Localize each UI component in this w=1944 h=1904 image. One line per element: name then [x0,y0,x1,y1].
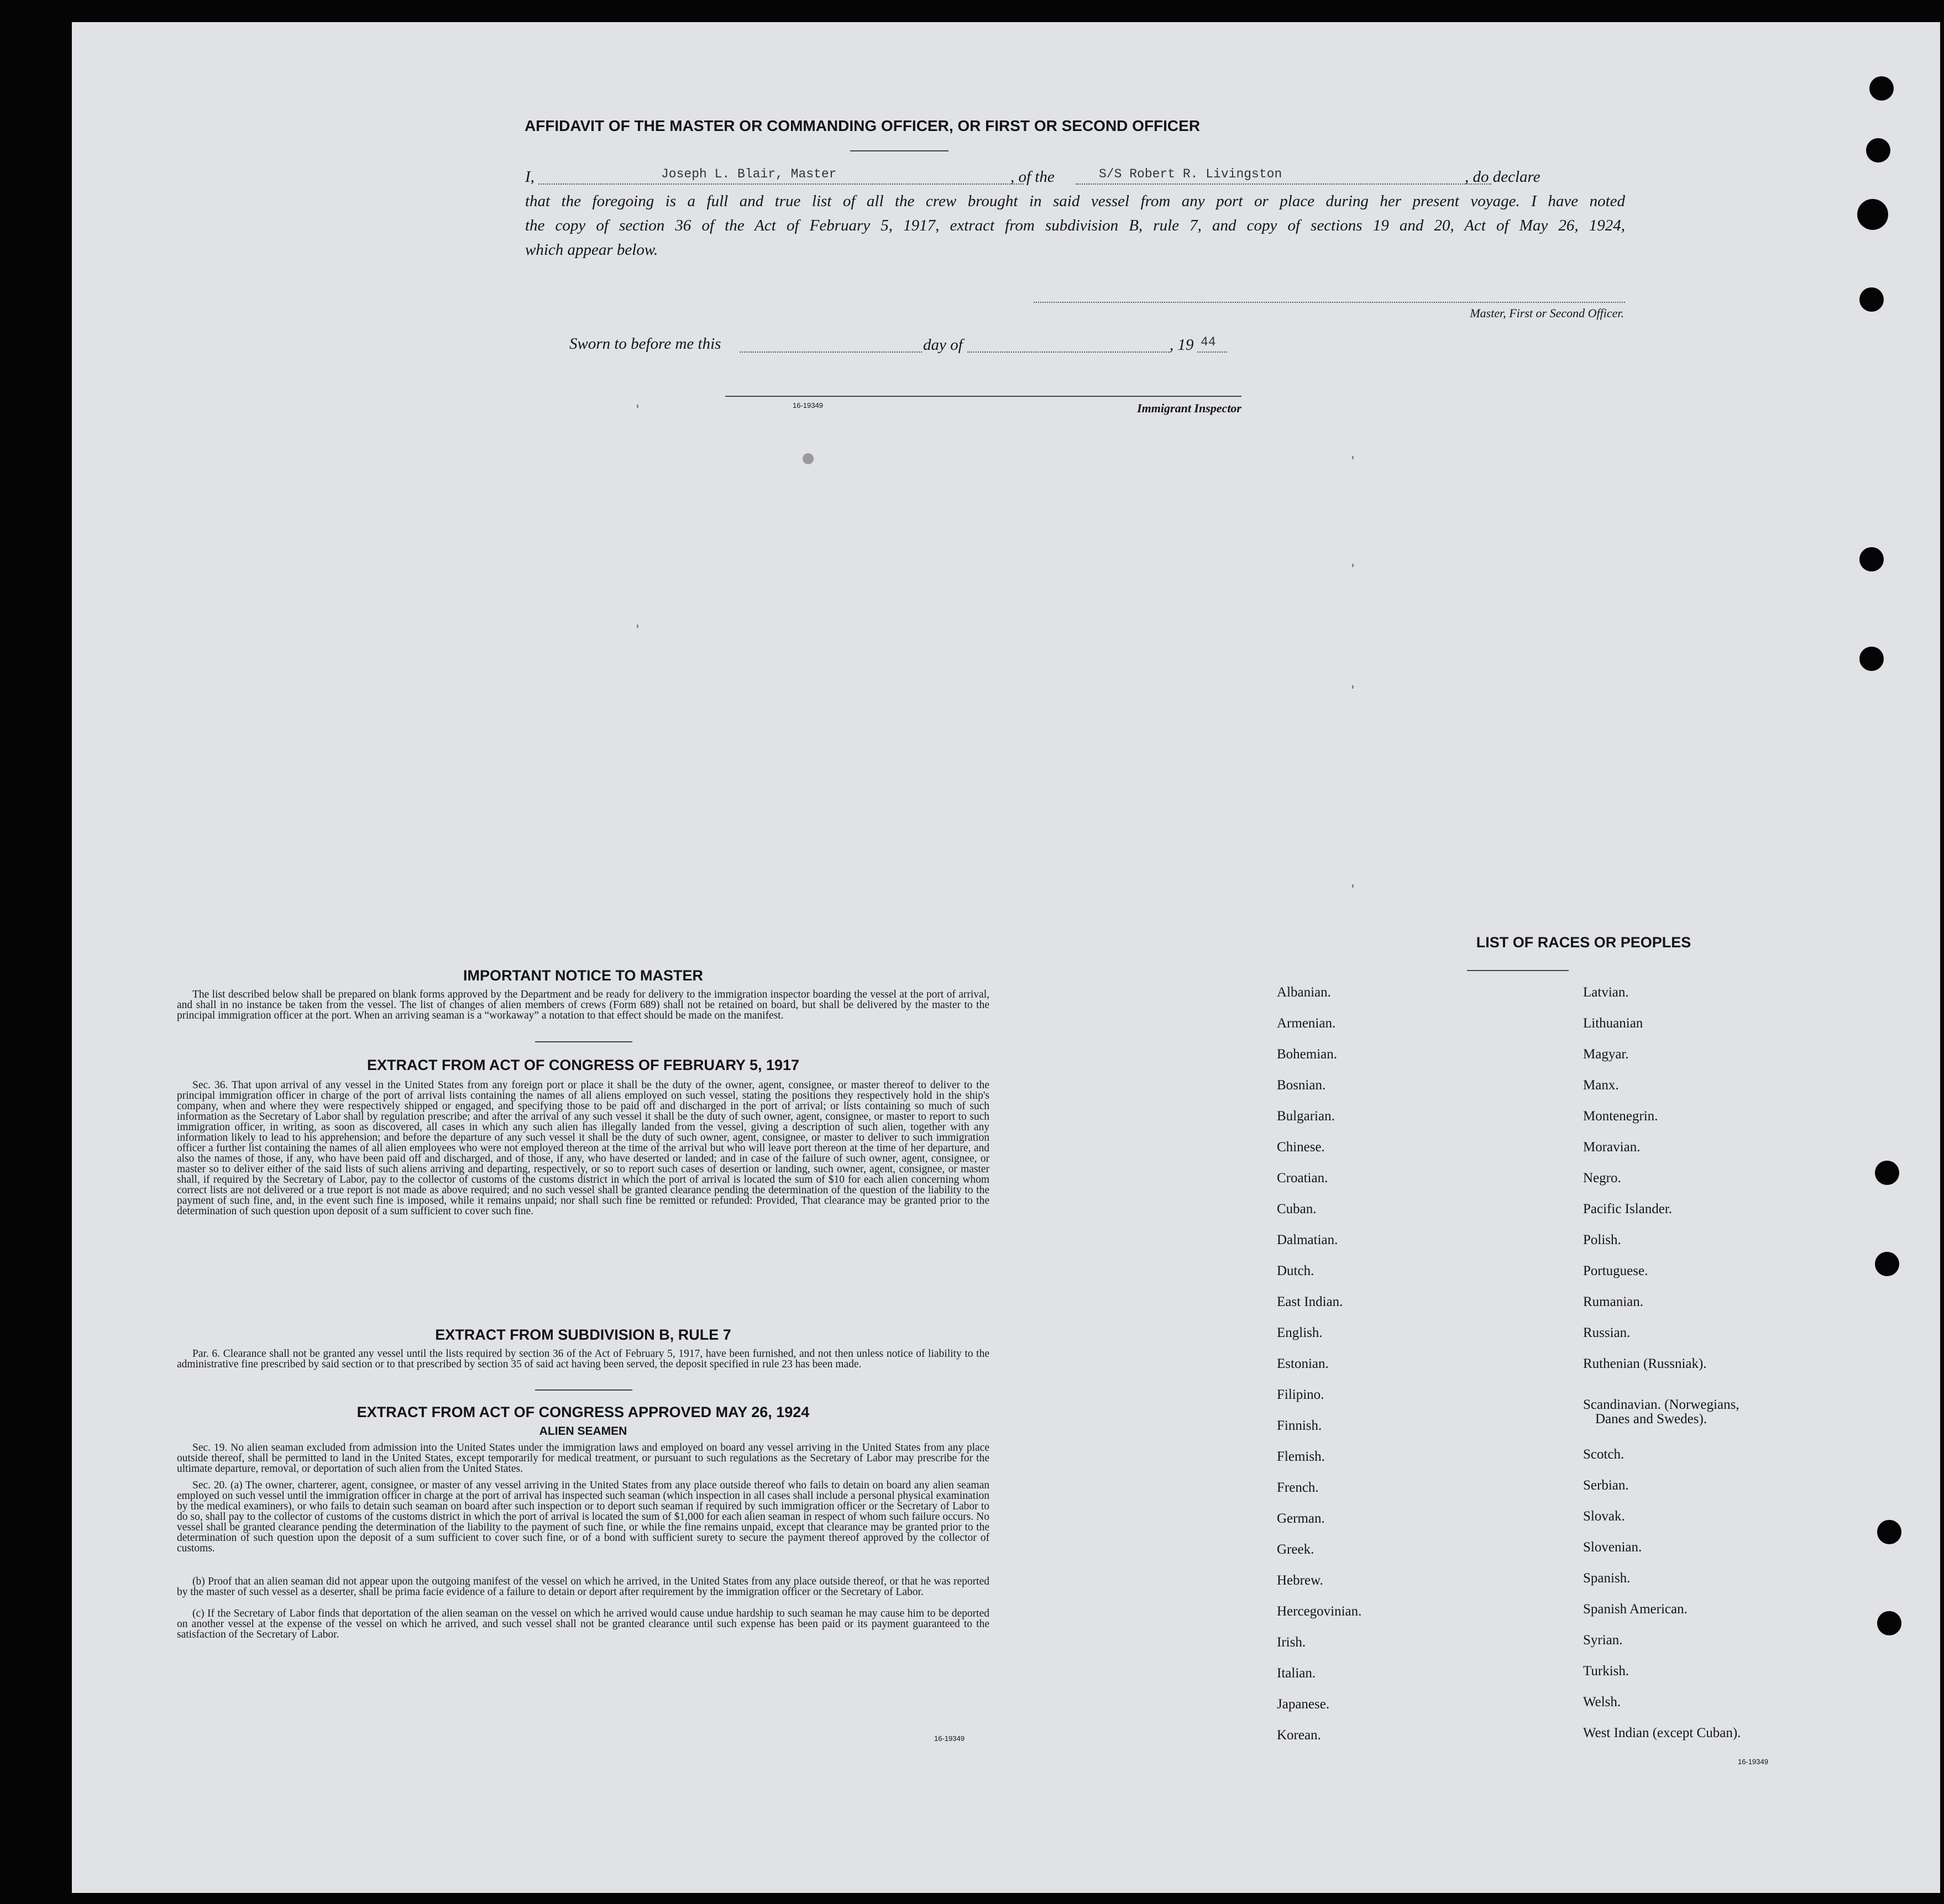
race-item: Filipino. [1277,1387,1324,1402]
race-item: Italian. [1277,1666,1316,1681]
race-item: Welsh. [1583,1695,1621,1709]
races-rule [1467,970,1569,971]
notice-body: The list described below shall be prepared on blank forms approved by the Department and be ready for delivery to the immigration inspector boarding the vessel at the port of arrival, and shall in no instance be taken from the vessel. The list of changes of alien members of crews (Form 689) shall not be retained on board, but shall be delivered by the master to the principal immigration officer at the port. When an arriving seaman is a “workaway” a notation to that effect should be made on the manifest. [177,989,989,1021]
extract-1924-sec20b: (b) Proof that an alien seaman did not appear upon the outgoing manifest of the vessel on which he arrived, in the United States from any place outside thereof, or that he was reported by the master of such vessel as a deserter, shall be prima facie evidence of a failure to detain or deport after requirement by the immigration officer or the Secretary of Labor. [177,1576,989,1598]
race-item: Bohemian. [1277,1047,1338,1062]
master-name-field[interactable]: Joseph L. Blair, Master [661,167,837,181]
race-item: Slovenian. [1583,1540,1642,1555]
affidavit-i-label: I, [525,168,535,186]
races-form-number: 16-19349 [1738,1758,1768,1766]
punch-hole [1875,1161,1899,1185]
race-item: Greek. [1277,1542,1314,1557]
race-item: Ruthenian (Russniak). [1583,1356,1707,1371]
race-item: Flemish. [1277,1449,1325,1464]
race-item: Japanese. [1277,1697,1330,1712]
fold-mark [637,405,638,408]
affidavit-form-number: 16-19349 [793,401,823,410]
race-item: Hercegovinian. [1277,1604,1362,1619]
punch-hole [1875,1252,1899,1276]
race-item: Irish. [1277,1635,1306,1650]
signature-caption: Master, First or Second Officer. [1470,306,1624,320]
race-item: Spanish. [1583,1571,1631,1586]
extract-1917-body: Sec. 36. That upon arrival of any vessel in the United States from any foreign port or place it shall be the duty of the owner, agent, consignee, or master thereof to deliver to the principal immigration officer in charge of the port of arrival lists containing the names of all aliens employed on such vessel, stating the positions they respectively hold in the ship's company, when and where they were respectively shipped or engaged, and specifying those to be paid off and discharged in the port of arrival; or lists containing so much of such information as the Secretary of Labor shall by regulation prescribe; and after the arrival of any such vessel it shall be the duty of such owner, agent, consignee, or master to report to such immigration officer, in writing, as soon as discovered, all cases in which any such alien has illegally landed from the vessel, giving a description of such alien, together with any information likely to lead to his apprehension; and before the departure of any such vessel it shall be the duty of such owner, agent, consignee, or master to deliver to such immigration officer a further list containing the names of all alien employees who were not employed thereon at the time of the arrival but who will leave port thereon at the time of her departure, and also the names of those, if any, who have been paid off and discharged, and of those, if any, who have deserted or landed; and in case of the failure of such owner, agent, consignee, or master so to deliver either of the said lists of such aliens arriving and departing, respectively, or so to report such cases of desertion or landing, such owner, agent, consignee, or master shall, if required by the Secretary of Labor, pay to the collector of customs of the customs district in which the port of arrival is located the sum of $10 for each alien concerning whom correct lists are not delivered or a true report is not made as above required; and no such vessel shall be granted clearance pending the determination of the question of the liability to the payment of such fine, and, in the event such fine is imposed, while it remains unpaid; nor shall such fine be remitted or refunded: Provided, That clearance may be granted prior to the determination of such question upon deposit of a sum sufficient to cover such fine. [177,1079,989,1217]
fold-mark [1352,884,1354,888]
fold-mark [1352,456,1354,459]
race-item: Serbian. [1583,1478,1629,1493]
signature-line[interactable] [1034,302,1625,303]
race-item: Korean. [1277,1728,1321,1743]
race-item: Croatian. [1277,1171,1328,1186]
race-item: Slovak. [1583,1509,1625,1524]
race-item: Lithuanian [1583,1016,1643,1031]
race-item: German. [1277,1511,1325,1526]
race-item: Polish. [1583,1232,1621,1247]
year-line [1197,352,1227,353]
extract-1924-subtitle: ALIEN SEAMEN [539,1425,627,1438]
race-item: Pacific Islander. [1583,1202,1673,1216]
notice-title: IMPORTANT NOTICE TO MASTER [463,967,703,984]
sworn-day-line[interactable] [740,352,922,353]
race-item: Syrian. [1583,1633,1623,1648]
day-of-label: day of [923,336,963,354]
race-item: Russian. [1583,1325,1631,1340]
race-item: Rumanian. [1583,1294,1644,1309]
punch-hole [1877,1520,1901,1544]
race-item: Spanish American. [1583,1602,1688,1617]
section-rule [535,1389,632,1391]
extract-1917-title: EXTRACT FROM ACT OF CONGRESS OF FEBRUARY 5, 1917 [366,1057,800,1073]
race-item: Scandinavian. (Norwegians, [1583,1397,1739,1412]
race-item: Finnish. [1277,1418,1322,1433]
race-item: Bulgarian. [1277,1109,1335,1124]
extract-form-number: 16-19349 [934,1734,965,1743]
punch-hole [1857,199,1888,230]
punch-hole [1859,547,1884,571]
race-item: Hebrew. [1277,1573,1323,1588]
punch-hole [1869,76,1894,101]
race-item: East Indian. [1277,1294,1343,1309]
sworn-month-line[interactable] [967,352,1171,353]
punch-hole [1859,287,1884,312]
vessel-name-field[interactable]: S/S Robert R. Livingston [1099,167,1282,181]
title-rule [850,150,949,151]
inspector-signature-line[interactable] [725,396,1241,397]
vessel-name-line [1076,183,1491,185]
affidavit-line-4: which appear below. [525,241,658,259]
race-item: French. [1277,1480,1319,1495]
race-item: Montenegrin. [1583,1109,1658,1124]
sworn-label: Sworn to before me this [569,335,721,353]
year-field[interactable]: 44 [1201,335,1216,349]
race-item: Albanian. [1277,985,1331,1000]
master-name-line [538,183,1024,185]
affidavit-of-the: , of the [1010,168,1055,186]
race-item: Dutch. [1277,1263,1314,1278]
race-item: Cuban. [1277,1202,1317,1216]
inspector-caption: Immigrant Inspector [1137,401,1241,415]
race-item: Estonian. [1277,1356,1329,1371]
rule7-title: EXTRACT FROM SUBDIVISION B, RULE 7 [435,1326,731,1343]
punch-hole [1859,647,1884,671]
race-item: Danes and Swedes). [1595,1412,1707,1426]
race-item: Bosnian. [1277,1078,1326,1093]
affidavit-line-2: that the foregoing is a full and true list of all the crew brought in said vessel from any port or place during her present voyage. I have noted [525,192,1625,210]
race-item: Chinese. [1277,1140,1325,1155]
races-title: LIST OF RACES OR PEOPLES [1476,934,1691,951]
race-item: Dalmatian. [1277,1232,1338,1247]
affidavit-do-declare: , do declare [1465,168,1540,186]
paper-blemish [803,453,814,464]
fold-mark [1352,564,1354,567]
race-item: Turkish. [1583,1664,1629,1679]
rule7-body: Par. 6. Clearance shall not be granted any vessel until the lists required by section 36 of the Act of February 5, 1917, have been furnished, and not then unless notice of liability to the administrative fine prescribed by said section or to that prescribed by section 35 of said act having been served, the deposit specified in rule 23 has been made. [177,1348,989,1370]
race-item: English. [1277,1325,1323,1340]
race-item: Moravian. [1583,1140,1641,1155]
race-item: Portuguese. [1583,1263,1648,1278]
extract-1924-sec20a: Sec. 20. (a) The owner, charterer, agent, consignee, or master of any vessel arriving in the United States from any place outside thereof who fails to detain on board any alien seaman employed on such vessel until the immigration officer in charge at the port of arrival has inspected such seaman (which inspection in all cases shall include a personal physical examination by the medical examiners), or who fails to detain such seaman on board after such inspection or to deport such seaman if required by such immigration officer or the Secretary of Labor to do so, shall pay to the collector of customs of the customs district in which the port of arrival is located the sum of $1,000 for each alien seaman in respect of whom such failure occurs. No vessel shall be granted clearance pending the determination of the liability to the payment of such fine, or while the fine remains unpaid, except that clearance may be granted prior to the determination of such question upon the deposit of a sum sufficient to cover such fine, or of a bond with sufficient surety to secure the payment thereof approved by the collector of customs. [177,1480,989,1554]
extract-1924-title: EXTRACT FROM ACT OF CONGRESS APPROVED MAY 26, 1924 [357,1404,810,1420]
race-item: Magyar. [1583,1047,1629,1062]
punch-hole [1877,1611,1901,1635]
affidavit-line-3: the copy of section 36 of the Act of February 5, 1917, extract from subdivision B, rule 7, and copy of sections 19 and 20, Act of May 26, 1924, [525,217,1625,234]
race-item: West Indian (except Cuban). [1583,1725,1741,1740]
race-item: Negro. [1583,1171,1621,1186]
fold-mark [637,625,638,628]
section-rule [535,1041,632,1042]
affidavit-title: AFFIDAVIT OF THE MASTER OR COMMANDING OFFICER, OR FIRST OR SECOND OFFICER [524,117,1201,134]
punch-hole [1866,138,1890,162]
fold-mark [1352,685,1354,689]
document-sheet [72,22,1940,1893]
extract-1924-sec20c: (c) If the Secretary of Labor finds that deportation of the alien seaman on the vessel on which he arrived would cause undue hardship to such seaman he may cause him to be deported on another vessel at the expense of the vessel on which he arrived, and such vessel shall not be granted clearance until such expense has been paid or its payment guaranteed to the satisfaction of the Secretary of Labor. [177,1608,989,1640]
race-item: Scotch. [1583,1447,1625,1462]
race-item: Latvian. [1583,985,1629,1000]
race-item: Manx. [1583,1078,1619,1093]
extract-1924-sec19: Sec. 19. No alien seaman excluded from admission into the United States under the immigration laws and employed on board any vessel arriving in the United States from any place outside thereof, shall be permitted to land in the United States, except temporarily for medical treatment, or pursuant to such regulations as the Secretary of Labor may prescribe for the ultimate departure, removal, or deportation of such alien from the United States. [177,1442,989,1475]
year-prefix: , 19 [1170,336,1194,354]
race-item: Armenian. [1277,1016,1336,1031]
